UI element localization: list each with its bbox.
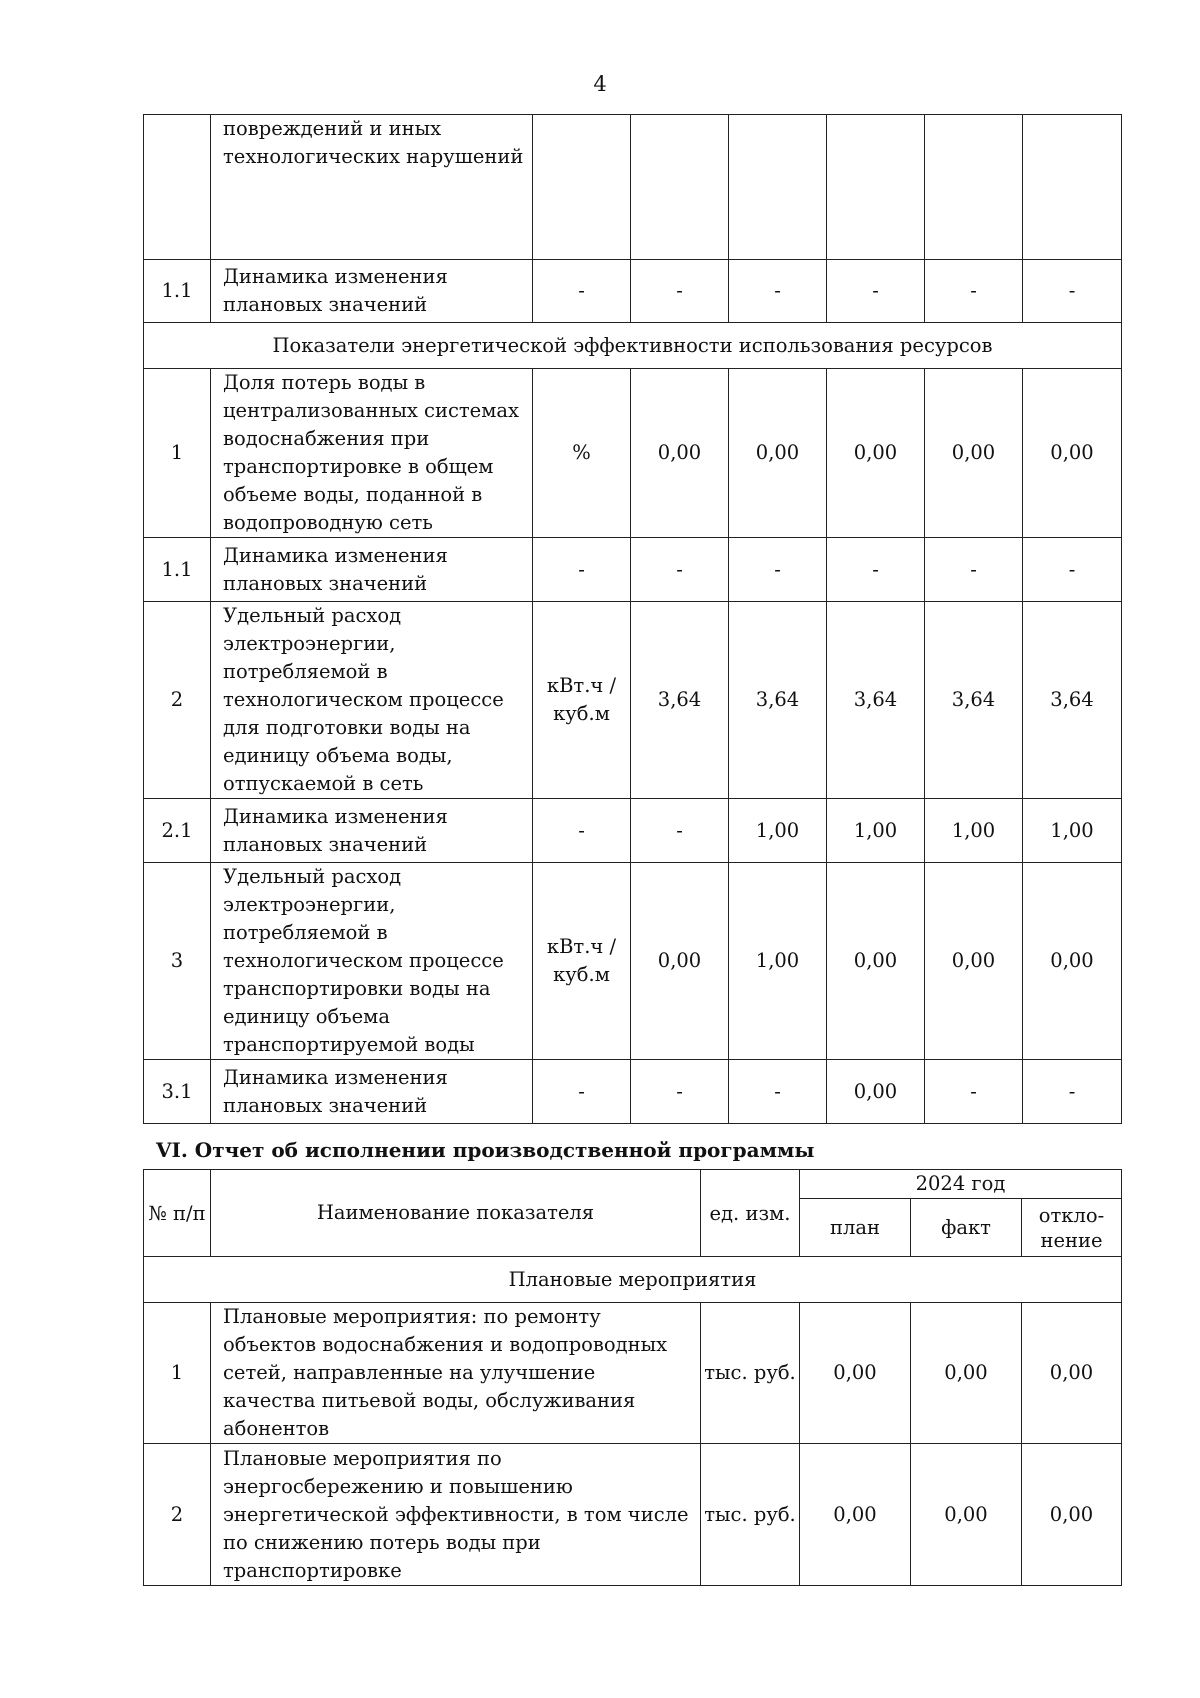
row-value	[729, 115, 827, 260]
table-row	[144, 1444, 1122, 1586]
row-unit: %	[533, 369, 631, 538]
row-num: 2	[144, 1444, 211, 1586]
row-value	[1023, 115, 1122, 260]
row-fact: 0,00	[911, 1303, 1022, 1444]
section-row	[144, 323, 1122, 369]
header-unit: ед. изм.	[701, 1170, 800, 1257]
row-value: 1,00	[729, 799, 827, 863]
row-value: 0,00	[631, 369, 729, 538]
table-row	[144, 538, 1122, 602]
table-row	[144, 260, 1122, 323]
row-name: Доля потерь воды в централизованных системах водоснабжения при транспортировке в общем объеме воды, поданной в водопроводную сеть	[211, 369, 533, 538]
section-row-label: Плановые мероприятия	[144, 1257, 1122, 1303]
row-value: -	[925, 1060, 1023, 1124]
row-value: 1,00	[827, 799, 925, 863]
row-name: повреждений и иных технологических нарушений	[211, 115, 533, 260]
row-num	[144, 115, 211, 260]
row-value: 1,00	[729, 863, 827, 1060]
row-value: -	[827, 538, 925, 602]
row-num: 2	[144, 602, 211, 799]
row-value	[925, 115, 1023, 260]
row-value	[827, 115, 925, 260]
row-value: -	[631, 799, 729, 863]
row-value: 0,00	[827, 863, 925, 1060]
row-unit: кВт.ч / куб.м	[533, 863, 631, 1060]
header-num: № п/п	[144, 1170, 211, 1257]
row-unit	[533, 115, 631, 260]
row-fact: 0,00	[911, 1444, 1022, 1586]
row-value: 3,64	[1023, 602, 1122, 799]
row-name: Динамика изменения плановых значений	[211, 1060, 533, 1124]
row-num: 3	[144, 863, 211, 1060]
row-value: 0,00	[1023, 369, 1122, 538]
row-name: Динамика изменения плановых значений	[211, 260, 533, 323]
row-value: 3,64	[827, 602, 925, 799]
row-unit: кВт.ч / куб.м	[533, 602, 631, 799]
row-value: 0,00	[631, 863, 729, 1060]
row-value: 0,00	[827, 369, 925, 538]
table-row	[144, 1303, 1122, 1444]
table-row	[144, 602, 1122, 799]
section-row-label: Показатели энергетической эффективности использования ресурсов	[144, 323, 1122, 369]
row-value: -	[1023, 538, 1122, 602]
row-num: 1.1	[144, 538, 211, 602]
row-unit: -	[533, 538, 631, 602]
row-value: 0,00	[827, 1060, 925, 1124]
header-plan: план	[800, 1199, 911, 1257]
energy-indicators-table	[143, 114, 1122, 1124]
row-value: -	[925, 538, 1023, 602]
row-name: Удельный расход электроэнергии, потребляемой в технологическом процессе транспортировки воды на единицу объема транспортируемой воды	[211, 863, 533, 1060]
table-row	[144, 115, 1122, 260]
header-year: 2024 год	[800, 1170, 1122, 1199]
row-name: Плановые мероприятия: по ремонту объектов водоснабжения и водопроводных сетей, направленные на улучшение качества питьевой воды, обслуживания абонентов	[211, 1303, 701, 1444]
row-value: 3,64	[631, 602, 729, 799]
row-unit: -	[533, 1060, 631, 1124]
header-fact: факт	[911, 1199, 1022, 1257]
row-value: 1,00	[1023, 799, 1122, 863]
production-program-table	[143, 1169, 1122, 1586]
row-unit: -	[533, 260, 631, 323]
row-name: Плановые мероприятия по энергосбережению и повышению энергетической эффективности, в том числе по снижению потерь воды при транспортировке	[211, 1444, 701, 1586]
row-value: 3,64	[729, 602, 827, 799]
row-value: -	[925, 260, 1023, 323]
row-unit: тыс. руб.	[701, 1444, 800, 1586]
row-name: Удельный расход электроэнергии, потребляемой в технологическом процессе для подготовки воды на единицу объема воды, отпускаемой в сеть	[211, 602, 533, 799]
section-row	[144, 1257, 1122, 1303]
header-deviation: откло-нение	[1022, 1199, 1122, 1257]
row-value: -	[1023, 260, 1122, 323]
table-row	[144, 863, 1122, 1060]
table1-body	[144, 115, 1122, 1124]
row-value: 0,00	[925, 369, 1023, 538]
row-value: -	[631, 1060, 729, 1124]
section-heading: VI. Отчет об исполнении производственной программы	[156, 1138, 815, 1162]
row-deviation: 0,00	[1022, 1444, 1122, 1586]
table-header-row	[144, 1170, 1122, 1199]
row-plan: 0,00	[800, 1303, 911, 1444]
row-value: 3,64	[925, 602, 1023, 799]
row-name: Динамика изменения плановых значений	[211, 538, 533, 602]
row-value: 0,00	[729, 369, 827, 538]
header-name: Наименование показателя	[211, 1170, 701, 1257]
row-value: -	[827, 260, 925, 323]
row-name: Динамика изменения плановых значений	[211, 799, 533, 863]
row-value: -	[729, 538, 827, 602]
row-num: 1	[144, 369, 211, 538]
row-unit: тыс. руб.	[701, 1303, 800, 1444]
row-value	[631, 115, 729, 260]
row-unit: -	[533, 799, 631, 863]
page-number: 4	[593, 72, 607, 96]
row-value: 0,00	[925, 863, 1023, 1060]
row-value: 1,00	[925, 799, 1023, 863]
row-value: -	[1023, 1060, 1122, 1124]
row-num: 1	[144, 1303, 211, 1444]
row-value: -	[631, 538, 729, 602]
row-value: 0,00	[1023, 863, 1122, 1060]
table-row	[144, 1060, 1122, 1124]
table2-body	[144, 1170, 1122, 1586]
row-value: -	[631, 260, 729, 323]
row-value: -	[729, 1060, 827, 1124]
row-value: -	[729, 260, 827, 323]
row-plan: 0,00	[800, 1444, 911, 1586]
row-num: 1.1	[144, 260, 211, 323]
table-row	[144, 799, 1122, 863]
row-deviation: 0,00	[1022, 1303, 1122, 1444]
table-row	[144, 369, 1122, 538]
row-num: 2.1	[144, 799, 211, 863]
row-num: 3.1	[144, 1060, 211, 1124]
